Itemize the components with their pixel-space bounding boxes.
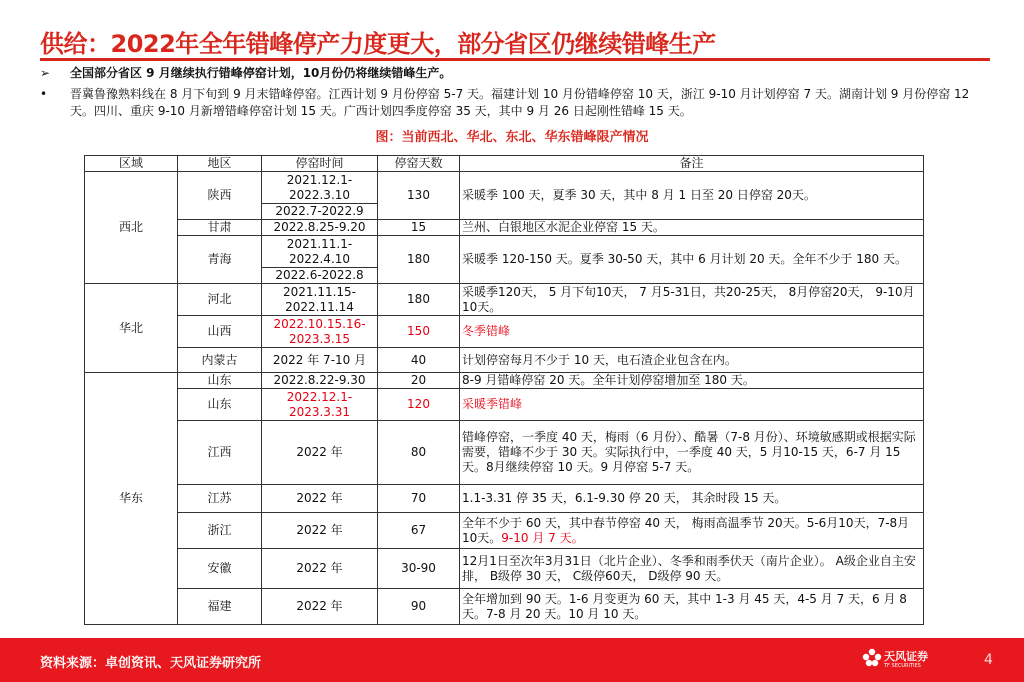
note-cell: 采暖季120天， 5 月下旬10天， 7 月5-31日，共20-25天， 8月停窑20天， 9-10月10天。	[460, 284, 924, 316]
time-cell: 2022 年	[262, 589, 378, 625]
table-row	[85, 549, 924, 589]
area-cell: 福建	[178, 589, 262, 625]
area-cell: 江西	[178, 421, 262, 485]
note-cell: 采暖季错峰	[460, 389, 924, 421]
note-cell: 采暖季 120-150 天。夏季 30-50 天，其中 6 月计划 20 天。全年不少于 180 天。	[460, 236, 924, 284]
area-cell: 山西	[178, 316, 262, 348]
table-row	[85, 284, 924, 316]
time-cell: 2022 年 7-10 月	[262, 348, 378, 373]
table-row	[85, 373, 924, 389]
bullet-summary-text: 全国部分省区 9 月继续执行错峰停窑计划，10月份仍将继续错峰生产。	[70, 66, 452, 80]
logo-name: 天风证券	[884, 650, 928, 663]
days-cell: 180	[378, 284, 460, 316]
company-logo	[862, 646, 952, 676]
logo-subtitle: TF SECURITIES	[884, 663, 921, 669]
note-cell: 12月1日至次年3月31日（北片企业）、冬季和雨季伏天（南片企业）。 A级企业自主安排， B级停 30 天， C级停60天， D级停 90 天。	[460, 549, 924, 589]
figure-caption: 图：当前西北、华北、东北、华东错峰限产情况	[375, 130, 649, 145]
table-row	[85, 348, 924, 373]
time-cell: 2022 年	[262, 513, 378, 549]
area-cell: 浙江	[178, 513, 262, 549]
days-cell: 70	[378, 485, 460, 513]
note-highlight: 9-10 月 7 天。	[501, 530, 584, 545]
area-cell: 河北	[178, 284, 262, 316]
footer-bar	[0, 638, 1024, 682]
note-cell: 兰州、白银地区水泥企业停窑 15 天。	[460, 220, 924, 236]
note-cell: 1.1-3.31 停 35 天，6.1-9.30 停 20 天， 其余时段 15 天。	[460, 485, 924, 513]
time-cell: 2021.12.1- 2022.3.10	[262, 172, 378, 204]
area-cell: 山东	[178, 373, 262, 389]
source-note: 资料来源：卓创资讯、天风证券研究所	[40, 656, 262, 671]
days-cell: 20	[378, 373, 460, 389]
note-cell: 8-9 月错峰停窑 20 天。全年计划停窑增加至 180 天。	[460, 373, 924, 389]
days-cell: 15	[378, 220, 460, 236]
table-row	[85, 485, 924, 513]
days-cell: 40	[378, 348, 460, 373]
time-cell: 2022 年	[262, 421, 378, 485]
note-cell: 采暖季 100 天，夏季 30 天，其中 8 月 1 日至 20 日停窑 20天。	[460, 172, 924, 220]
table-row	[85, 316, 924, 348]
area-cell: 山东	[178, 389, 262, 421]
table-row	[85, 513, 924, 549]
area-cell: 甘肃	[178, 220, 262, 236]
page-title: 供给：2022年全年错峰停产力度更大，部分省区仍继续错峰生产	[40, 30, 716, 58]
region-cell: 西北	[85, 172, 178, 284]
note-cell: 错峰停窑，一季度 40 天，梅雨（6 月份）、酷暑（7-8 月份）、环境敏感期或根据实际需要，错峰不少于 30 天。实际执行中，一季度 40 天，5 月10-15 天，6-7 月 15 天。8月继续停窑 10 天。9 月停窑 5-7 天。	[460, 421, 924, 485]
table-row	[85, 236, 924, 268]
bullet-summary	[40, 65, 451, 82]
time-cell: 2022.8.22-9.30	[262, 373, 378, 389]
area-cell: 内蒙古	[178, 348, 262, 373]
header-area: 地区	[178, 156, 262, 172]
time-cell: 2021.11.15- 2022.11.14	[262, 284, 378, 316]
note-cell: 全年增加到 90 天。1-6 月变更为 60 天，其中 1-3 月 45 天，4-5 月 7 天，6 月 8 天。7-8 月 20 天。10 月 10 天。	[460, 589, 924, 625]
table-row	[85, 172, 924, 204]
area-cell: 陕西	[178, 172, 262, 220]
bullet-detail	[40, 86, 988, 120]
time-cell: 2022.8.25-9.20	[262, 220, 378, 236]
region-cell: 华北	[85, 284, 178, 373]
area-cell: 青海	[178, 236, 262, 284]
days-cell: 150	[378, 316, 460, 348]
table-header-row	[85, 156, 924, 172]
time-cell: 2022.7-2022.9	[262, 204, 378, 220]
time-cell: 2021.11.1- 2022.4.10	[262, 236, 378, 268]
arrow-bullet-icon: ➢	[40, 66, 51, 80]
production-cut-table	[84, 155, 924, 625]
page-number: 4	[984, 652, 993, 668]
time-cell: 2022.10.15.16- 2023.3.15	[262, 316, 378, 348]
days-cell: 67	[378, 513, 460, 549]
note-cell: 计划停窑每月不少于 10 天，电石渣企业包含在内。	[460, 348, 924, 373]
days-cell: 90	[378, 589, 460, 625]
time-cell: 2022.6-2022.8	[262, 268, 378, 284]
time-cell: 2022 年	[262, 485, 378, 513]
bullet-detail-text: 晋冀鲁豫熟料线在 8 月下旬到 9 月末错峰停窑。江西计划 9 月份停窑 5-7 天。福建计划 10 月份错峰停窑 10 天，浙江 9-10 月计划停窑 7 天。湖南计划 9 月份停窑 12 天。四川、重庆 9-10 月新增错峰停窑计划 15 天。广西计划四季度停窑 35 天，其中 9 月 26 日起刚性错峰 15 天。	[70, 87, 970, 118]
days-cell: 180	[378, 236, 460, 284]
note-cell: 冬季错峰	[460, 316, 924, 348]
days-cell: 80	[378, 421, 460, 485]
table-row	[85, 421, 924, 485]
table-row	[85, 389, 924, 421]
title-divider	[40, 58, 990, 61]
days-cell: 120	[378, 389, 460, 421]
area-cell: 安徽	[178, 549, 262, 589]
table-row	[85, 220, 924, 236]
days-cell: 130	[378, 172, 460, 220]
area-cell: 江苏	[178, 485, 262, 513]
header-days: 停窑天数	[378, 156, 460, 172]
time-cell: 2022.12.1- 2023.3.31	[262, 389, 378, 421]
days-cell: 30-90	[378, 549, 460, 589]
header-time: 停窑时间	[262, 156, 378, 172]
note-text: 全年不少于 60 天，其中春节停窑 40 天， 梅雨高温季节 20天。5-6月10天，7-8月10天。	[462, 515, 910, 545]
table-row	[85, 589, 924, 625]
time-cell: 2022 年	[262, 549, 378, 589]
flower-logo-icon	[862, 646, 882, 670]
region-cell: 华东	[85, 373, 178, 625]
header-region: 区域	[85, 156, 178, 172]
header-note: 备注	[460, 156, 924, 172]
note-cell	[460, 513, 924, 549]
dot-bullet-icon: •	[40, 87, 48, 101]
